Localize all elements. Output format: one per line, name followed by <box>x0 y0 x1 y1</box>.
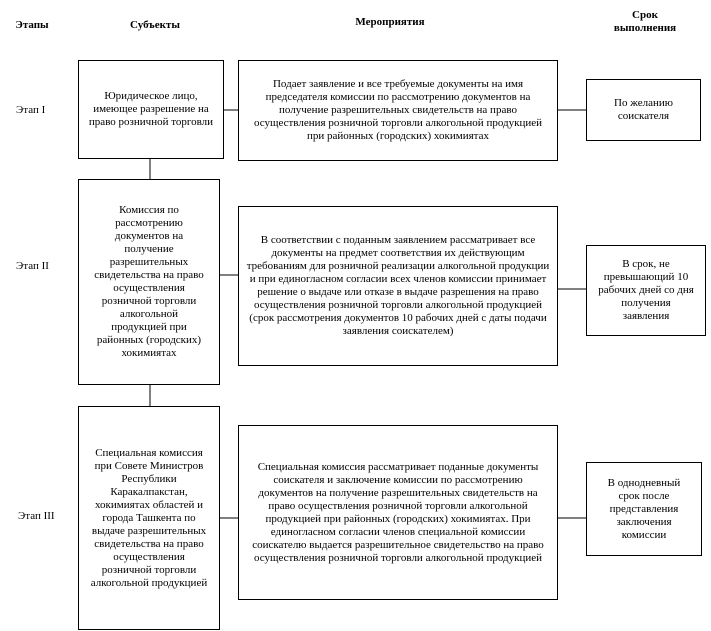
header-subjects: Субъекты <box>130 19 180 31</box>
subject-box-3 <box>78 406 220 630</box>
subject-box-2 <box>78 179 220 385</box>
subject-box-1 <box>78 60 224 159</box>
activity-box-1 <box>238 60 558 161</box>
deadline-text-3: В однодневный срок после представления заключения комиссии <box>607 476 681 541</box>
deadline-text-1: По желанию соискателя <box>614 97 673 122</box>
deadline-box-3 <box>586 462 702 556</box>
header-stages: Этапы <box>15 19 49 31</box>
activity-box-3 <box>238 425 558 600</box>
activity-box-2 <box>238 206 558 366</box>
deadline-box-2 <box>586 245 706 336</box>
header-deadline: Срок выполнения <box>613 9 677 34</box>
subject-text-2: Комиссия по рассмотрению документов на получение разрешительных свидетельства на право осуществления розничной торговли алкогольной продукцией при районных (городских) хокимиятах <box>94 204 204 359</box>
subject-text-3: Специальная комиссия при Совете Министров Республики Каракалпакстан, хокимиятах областей и города Ташкента по выдаче разрешительных свидетельства на право осуществления розничной торговли алкогольной продукцией <box>90 446 208 589</box>
deadline-box-1 <box>586 79 701 141</box>
header-activities: Мероприятия <box>355 16 425 28</box>
stage-label-3: Этап III <box>18 510 55 522</box>
deadline-text-2: В срок, не превышающий 10 рабочих дней со дня получения заявления <box>598 258 694 322</box>
stage-label-1: Этап I <box>16 104 46 116</box>
activity-text-1: Подает заявление и все требуемые документы на имя председателя комиссии по рассмотрению документов на получение разрешительных свидетельств на право осуществления розничной торговли алкогольной продукцией при районных (городских) хокимиятах <box>253 78 542 142</box>
activity-text-3: Специальная комиссия рассматривает поданные документы соискателя и заключение комиссии по рассмотрению документов на получение разрешительных свидетельств на право осуществления розничной торговли алкогольной продукцией при районных (городских) хокимиятах. При единогласном согласии членов специальной комиссии соискателю выдается разрешительное свидетельство на право осуществления розничной торговли алкогольной продукцией <box>252 460 544 564</box>
stage-label-2: Этап II <box>16 260 49 272</box>
subject-text-1: Юридическое лицо, имеющее разрешение на право розничной торговли <box>88 90 214 128</box>
activity-text-2: В соответствии с поданным заявлением рассматривает все документы на предмет соответствия их действующим требованиям для розничной реализации алкогольной продукции и при единогласном согласии всех членов комиссии принимает решение о выдаче или отказе в выдаче разрешения на право осуществления розничной торговли алкогольной продукцией (срок рассмотрения документов 10 рабочих дней с даты подачи заявления соискателем) <box>246 234 550 337</box>
